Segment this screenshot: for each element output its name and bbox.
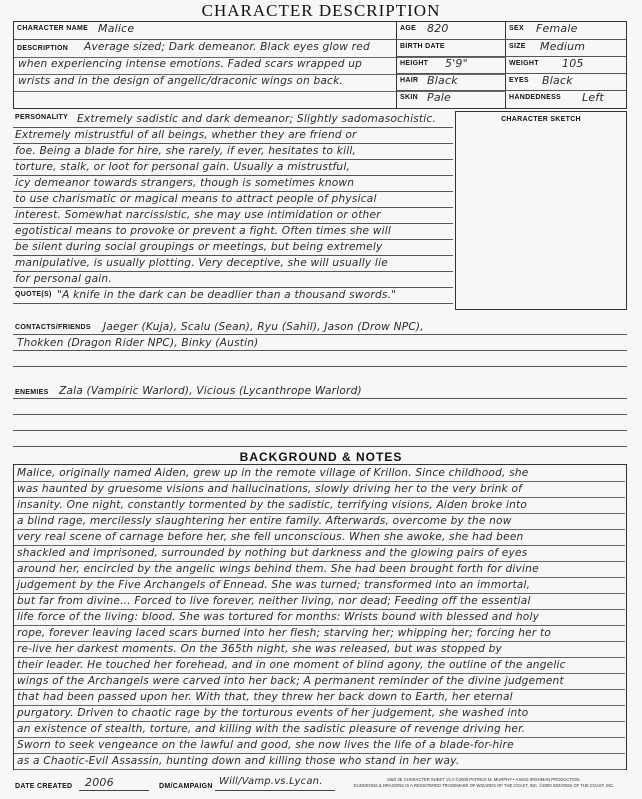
sex-cell — [506, 22, 626, 40]
contacts-line-1: Jaeger (Kuja), Scalu (Sean), Ryu (Sahil), Jason (Drow NPC), — [103, 321, 424, 333]
personality-line-5: icy demeanor towards strangers, though is sometimes known — [15, 177, 355, 189]
background-line-16: purgatory. Driven to chaotic rage by the torturous events of her judgement, she washed into — [17, 707, 529, 719]
handedness-label: HANDEDNESS — [509, 94, 562, 101]
skin-label: SKIN — [400, 94, 418, 101]
personality-line-11: for personal gain. — [15, 273, 112, 285]
background-line-7: around her, encircled by the angelic wings behind them. She had been brought forth for divine — [17, 563, 539, 575]
sex-value: Female — [536, 22, 578, 35]
ruled-line — [14, 769, 625, 770]
background-line-5: very real scene of carnage before her, she fell unconscious. When she awoke, she had been — [17, 531, 524, 543]
handedness-value: Left — [582, 91, 604, 104]
personality-line-6: to use charismatic or magical means to attract people of physical — [15, 193, 377, 205]
background-line-8: judgement by the Five Archangels of Ennead. She was turned; transformed into an immortal, — [17, 579, 531, 591]
background-line-9: but far from divine... Forced to live forever, neither living, nor dead; Feeding off the essential — [17, 595, 531, 607]
description-label: DESCRIPTION — [17, 45, 69, 52]
footer — [13, 776, 627, 796]
legal-line-1: D&D 3E CHARACTER SHEET V1.0 ©2009 PATRICK M. MURPHY • A MAD IRISHMAN PRODUCTION. — [387, 777, 581, 782]
description-line-2: when experiencing intense emotions. Faded scars wrapped up — [18, 58, 363, 70]
personality-line-10: manipulative, is usually plotting. Very deceptive, she will usually lie — [15, 257, 388, 269]
enemies-section — [13, 382, 627, 448]
description-line-1: Average sized; Dark demeanor. Black eyes glow red — [84, 41, 370, 53]
legal-text — [341, 777, 627, 789]
background-line-19: as a Chaotic-Evil Assassin, hunting down and killing those who stand in her way. — [17, 755, 460, 767]
description-line-3: wrists and in the design of angelic/draconic wings on back. — [18, 75, 343, 87]
height-label: HEIGHT — [400, 60, 429, 67]
dm-campaign-value: Will/Vamp.vs.Lycan. — [219, 776, 323, 787]
page-title: CHARACTER DESCRIPTION — [201, 1, 441, 20]
size-label: SIZE — [509, 43, 526, 50]
skin-cell — [396, 91, 506, 108]
contacts-label: CONTACTS/FRIENDS — [15, 324, 91, 331]
name-label: CHARACTER NAME — [17, 25, 89, 32]
hair-label: HAIR — [400, 77, 419, 84]
legal-line-2: DUNGEONS & DRAGONS IS A REGISTERED TRADEMARK OF WIZARDS OF THE COAST, INC. ©2000 WIZARDS OF THE COAST, INC. — [353, 783, 615, 788]
background-line-2: was haunted by gruesome visions and hallucinations, slowly driving her to the very brink of — [17, 483, 523, 495]
weight-cell — [506, 57, 626, 74]
hair-cell — [396, 74, 506, 91]
personality-label: PERSONALITY — [15, 114, 69, 121]
date-created-label: DATE CREATED — [15, 783, 73, 790]
background-line-18: Sworn to seek vengeance on the lawful and good, she now lives the life of a blade-for-hire — [17, 739, 514, 751]
background-line-11: rope, forever leaving laced scars burned into her flesh; starving her; whipping her; forcing her to — [17, 627, 552, 639]
contacts-section — [13, 318, 627, 368]
background-line-13: their leader. He touched her forehead, and in one moment of blind agony, the outline of the angelic — [17, 659, 566, 671]
eyes-label: EYES — [509, 77, 529, 84]
sex-label: SEX — [509, 25, 524, 32]
background-line-14: wings of the Archangels were carved into her back; A permanent reminder of the divine judgement — [17, 675, 564, 687]
size-value: Medium — [540, 40, 586, 53]
personality-line-1: Extremely sadistic and dark demeanor; Slightly sadomasochistic. — [77, 113, 437, 125]
character-sketch-box — [455, 111, 627, 310]
enemies-line-1: Zala (Vampiric Warlord), Vicious (Lycanthrope Warlord) — [59, 385, 362, 397]
handedness-cell — [506, 91, 626, 108]
height-cell — [396, 57, 506, 74]
sketch-label: CHARACTER SKETCH — [501, 116, 581, 123]
background-notes-box — [13, 464, 627, 770]
background-line-4: a blind rage, mercilessly slaughtering her entire family. Afterwards, overcome by the now — [17, 515, 512, 527]
weight-label: WEIGHT — [509, 60, 539, 67]
background-line-15: that had been passed upon her. With that, they threw her back down to Earth, her eternal — [17, 691, 513, 703]
character-name: Malice — [98, 22, 135, 35]
quote-label: QUOTE(S) — [15, 291, 52, 298]
personality-line-7: interest. Somewhat narcissistic, she may use intimidation or other — [15, 209, 381, 221]
height-value: 5'9" — [445, 57, 468, 70]
personality-section — [13, 111, 453, 301]
background-line-3: insanity. One night, constantly tormented by the sadistic, terrifying visions, Aiden broke into — [17, 499, 528, 511]
hair-value: Black — [427, 74, 458, 87]
birth-label: BIRTH DATE — [400, 43, 445, 50]
background-line-6: shackled and imprisoned, surrounded by nothing but darkness and the glowing pairs of eyes — [17, 547, 528, 559]
background-line-10: life force of the living: blood. She was tortured for months: Wrists bound with blessed and holy — [17, 611, 540, 623]
background-line-1: Malice, originally named Aiden, grew up in the remote village of Krillon. Since childhood, she — [17, 467, 529, 479]
personality-line-9: be silent during social groupings or meetings, but being extremely — [15, 241, 383, 253]
birth-cell — [396, 40, 506, 57]
date-created-value: 2006 — [85, 776, 114, 789]
eyes-value: Black — [542, 74, 573, 87]
age-label: AGE — [400, 25, 417, 32]
size-cell — [506, 40, 626, 57]
quote-text: "A knife in the dark can be deadlier than a thousand swords." — [57, 289, 397, 301]
personality-line-8: egotistical means to provoke or prevent a fight. Often times she will — [15, 225, 392, 237]
skin-value: Pale — [427, 91, 451, 104]
eyes-cell — [506, 74, 626, 91]
background-title: BACKGROUND & NOTES — [239, 450, 403, 464]
personality-line-4: torture, stalk, or loot for personal gain. Usually a mistrustful, — [15, 161, 351, 173]
weight-value: 105 — [562, 57, 584, 70]
background-line-17: an existence of stealth, torture, and killing with the sadistic pleasure of revenge driving her. — [17, 723, 526, 735]
age-value: 820 — [427, 22, 449, 35]
background-line-12: re-live her darkest moments. On the 365th night, she was released, but was stopped by — [17, 643, 503, 655]
enemies-label: ENEMIES — [15, 389, 49, 396]
character-info-table — [13, 21, 627, 109]
contacts-line-2: Thokken (Dragon Rider NPC), Binky (Austin) — [17, 337, 259, 349]
personality-line-2: Extremely mistrustful of all beings, whether they are friend or — [15, 129, 357, 141]
dm-campaign-label: DM/CAMPAIGN — [159, 783, 213, 790]
personality-line-3: foe. Being a blade for hire, she rarely, if ever, hesitates to kill, — [15, 145, 357, 157]
age-cell — [396, 22, 506, 40]
